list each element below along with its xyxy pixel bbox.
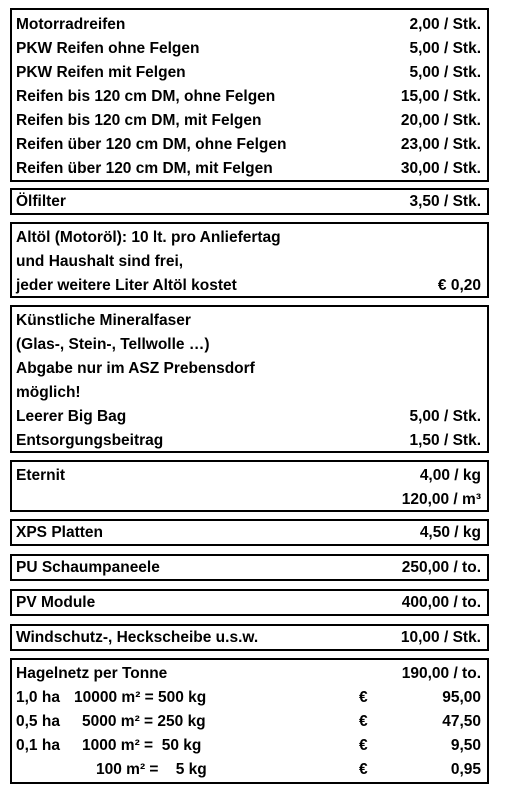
- tire-label: Motorradreifen: [16, 16, 126, 33]
- hail-row-price: 0,95: [450, 761, 481, 778]
- mineral-item-price: 5,00 / Stk.: [409, 408, 481, 425]
- xps-section: [10, 519, 489, 546]
- hail-section: [10, 658, 489, 784]
- tires-section: [10, 8, 489, 182]
- eternit-label: Eternit: [16, 467, 66, 484]
- eternit-price-m3: 120,00 / m³: [401, 491, 481, 508]
- tire-row: [16, 157, 481, 181]
- hail-label: Hagelnetz per Tonne: [16, 665, 168, 682]
- hail-row-price: 47,50: [442, 713, 481, 730]
- tire-label: Reifen über 120 cm DM, mit Felgen: [16, 160, 273, 177]
- oil-line-1: Altöl (Motoröl): 10 lt. pro Anliefertag: [16, 229, 281, 246]
- tire-price: 23,00 / Stk.: [400, 136, 481, 153]
- hail-area-row: [16, 710, 481, 734]
- eternit-section: [10, 460, 489, 512]
- pv-section: [10, 589, 489, 616]
- mineral-item-label: Leerer Big Bag: [16, 408, 127, 425]
- oil-line-3: jeder weitere Liter Altöl kostet: [16, 277, 237, 294]
- pu-row: [16, 556, 481, 580]
- oilfilter-row: [16, 190, 481, 214]
- oilfilter-label: Ölfilter: [16, 193, 66, 210]
- mineral-line: [16, 357, 481, 381]
- tire-row: [16, 133, 481, 157]
- tire-price: 2,00 / Stk.: [409, 16, 481, 33]
- tire-row: [16, 61, 481, 85]
- hail-area: 0,1 ha: [16, 737, 60, 754]
- oil-section: [10, 222, 489, 298]
- mineral-line-3: Abgabe nur im ASZ Prebensdorf: [16, 360, 255, 377]
- xps-price: 4,50 / kg: [419, 524, 481, 541]
- mineral-line-1: Künstliche Mineralfaser: [16, 312, 191, 329]
- wind-label: Windschutz-, Heckscheibe u.s.w.: [16, 629, 259, 646]
- oil-line: [16, 226, 481, 250]
- tire-price: 5,00 / Stk.: [409, 40, 481, 57]
- hail-row-price: 9,50: [450, 737, 481, 754]
- hail-currency: €: [359, 737, 368, 754]
- hail-row: [16, 662, 481, 686]
- mineral-item-price: 1,50 / Stk.: [409, 432, 481, 449]
- hail-desc: 10000 m² = 500 kg: [74, 689, 207, 706]
- tire-row: [16, 13, 481, 37]
- xps-row: [16, 521, 481, 545]
- mineral-line-4: möglich!: [16, 384, 81, 401]
- mineral-line: [16, 309, 481, 333]
- tire-label: PKW Reifen mit Felgen: [16, 64, 186, 81]
- oilfilter-price: 3,50 / Stk.: [409, 193, 481, 210]
- hail-area: 0,5 ha: [16, 713, 60, 730]
- mineral-line: [16, 381, 481, 405]
- mineral-line: [16, 333, 481, 357]
- oil-line-2: und Haushalt sind frei,: [16, 253, 184, 270]
- hail-desc: 5000 m² = 250 kg: [82, 713, 206, 730]
- mineral-section: [10, 305, 489, 453]
- eternit-row: [16, 464, 481, 488]
- tire-label: Reifen bis 120 cm DM, mit Felgen: [16, 112, 262, 129]
- hail-area-row: [16, 734, 481, 758]
- hail-area-row: [16, 758, 481, 782]
- wind-price: 10,00 / Stk.: [400, 629, 481, 646]
- tire-price: 5,00 / Stk.: [409, 64, 481, 81]
- mineral-line-2: (Glas-, Stein-, Tellwolle …): [16, 336, 210, 353]
- wind-section: [10, 624, 489, 651]
- pv-row: [16, 591, 481, 615]
- hail-currency: €: [359, 761, 368, 778]
- pv-price: 400,00 / to.: [401, 594, 481, 611]
- tire-price: 15,00 / Stk.: [400, 88, 481, 105]
- oil-line: [16, 250, 481, 274]
- xps-label: XPS Platten: [16, 524, 103, 541]
- oil-price: € 0,20: [437, 277, 481, 294]
- hail-desc: 1000 m² = 50 kg: [82, 737, 202, 754]
- hail-currency: €: [359, 713, 368, 730]
- tire-row: [16, 109, 481, 133]
- pu-label: PU Schaumpaneele: [16, 559, 160, 576]
- hail-area-row: [16, 686, 481, 710]
- hail-currency: €: [359, 689, 368, 706]
- tire-row: [16, 85, 481, 109]
- tire-price: 30,00 / Stk.: [400, 160, 481, 177]
- eternit-price-kg: 4,00 / kg: [419, 467, 481, 484]
- hail-row-price: 95,00: [442, 689, 481, 706]
- mineral-item-row: [16, 405, 481, 429]
- tire-price: 20,00 / Stk.: [400, 112, 481, 129]
- tire-row: [16, 37, 481, 61]
- mineral-item-label: Entsorgungsbeitrag: [16, 432, 164, 449]
- oil-line: [16, 274, 481, 298]
- hail-area: 1,0 ha: [16, 689, 60, 706]
- hail-desc: 100 m² = 5 kg: [96, 761, 207, 778]
- oilfilter-section: [10, 188, 489, 215]
- tire-label: Reifen über 120 cm DM, ohne Felgen: [16, 136, 287, 153]
- pu-section: [10, 554, 489, 581]
- hail-price: 190,00 / to.: [401, 665, 481, 682]
- pu-price: 250,00 / to.: [401, 559, 481, 576]
- tire-label: Reifen bis 120 cm DM, ohne Felgen: [16, 88, 276, 105]
- tire-label: PKW Reifen ohne Felgen: [16, 40, 200, 57]
- mineral-item-row: [16, 429, 481, 453]
- eternit-row: [16, 488, 481, 512]
- pv-label: PV Module: [16, 594, 96, 611]
- wind-row: [16, 626, 481, 650]
